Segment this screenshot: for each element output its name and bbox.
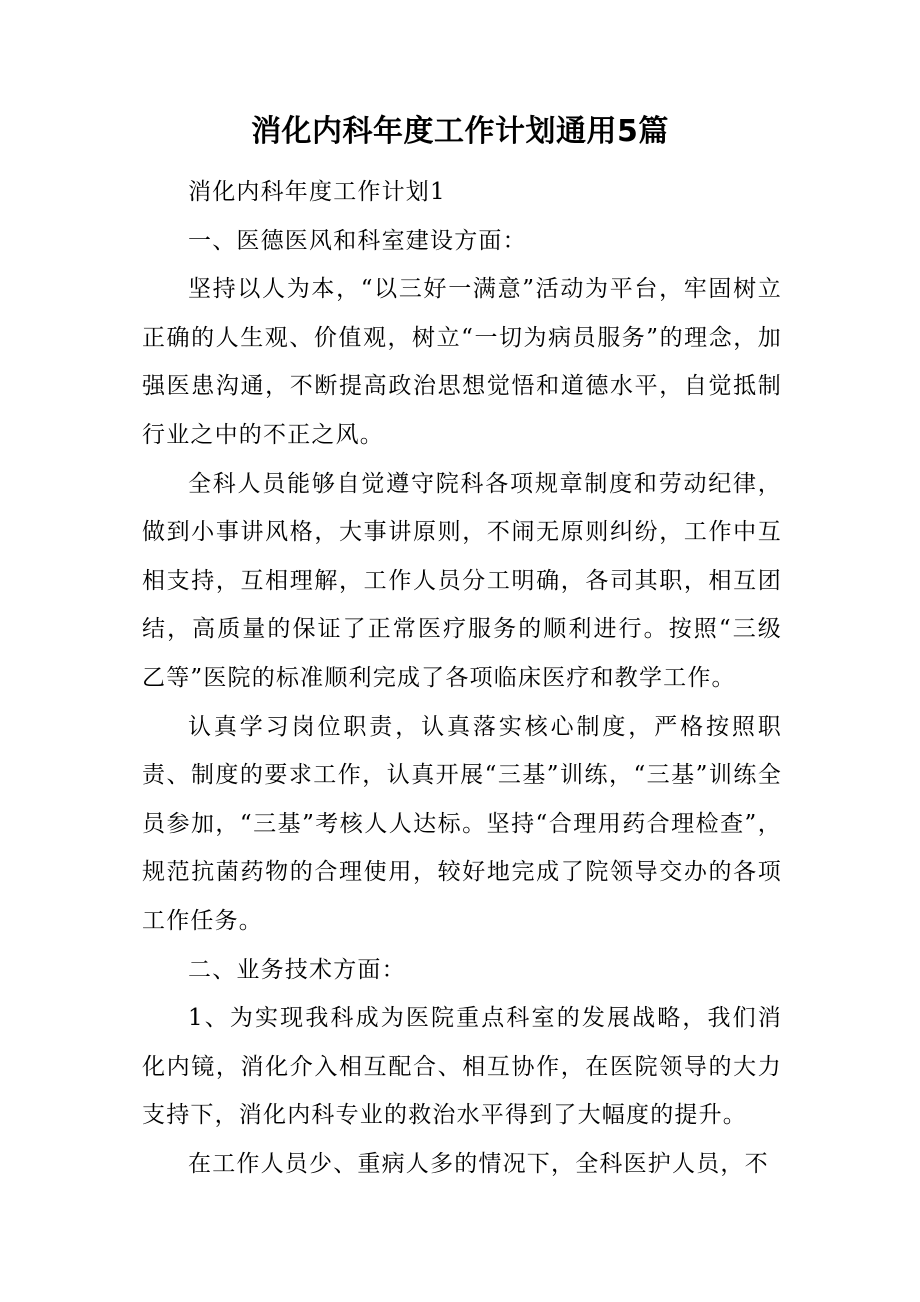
section-heading-plan-1: 消化内科年度工作计划1 (188, 179, 446, 205)
paragraph: 在工作人员少、重病人多的情况下，全科医护人员，不 (188, 1150, 769, 1177)
paragraph: 认真学习岗位职责，认真落实核心制度，严格按照职责、制度的要求工作，认真开展“三基”训练，“三基”训练全员参加，“三基”考核人人达标。坚持“合理用药合理检查”，规范抗菌药物的合理使用，较好地完成了院领导交办的各项工作任务。 (142, 713, 782, 934)
paragraph: 坚持以人为本，“以三好一满意”活动为平台，牢固树立正确的人生观、价值观，树立“一切为病员服务”的理念，加强医患沟通，不断提高政治思想觉悟和道德水平，自觉抵制行业之中的不正之风。 (142, 276, 782, 448)
paragraph: 全科人员能够自觉遵守院科各项规章制度和劳动纪律，做到小事讲风格，大事讲原则，不闹无原则纠纷，工作中互相支持，互相理解，工作人员分工明确，各司其职，相互团结，高质量的保证了正常医疗服务的顺利进行。按照“三级乙等”医院的标准顺利完成了各项临床医疗和教学工作。 (142, 470, 782, 691)
document-title: 消化内科年度工作计划通用5篇 (251, 114, 669, 149)
document-body (142, 168, 782, 1188)
section-heading-ethics: 一、医德医风和科室建设方面： (188, 227, 527, 254)
paragraph: 1、为实现我科成为医院重点科室的发展战略，我们消化内镜，消化介入相互配合、相互协作，在医院领导的大力支持下，消化内科专业的救治水平得到了大幅度的提升。 (142, 1005, 782, 1129)
section-heading-technique: 二、业务技术方面： (188, 956, 406, 983)
